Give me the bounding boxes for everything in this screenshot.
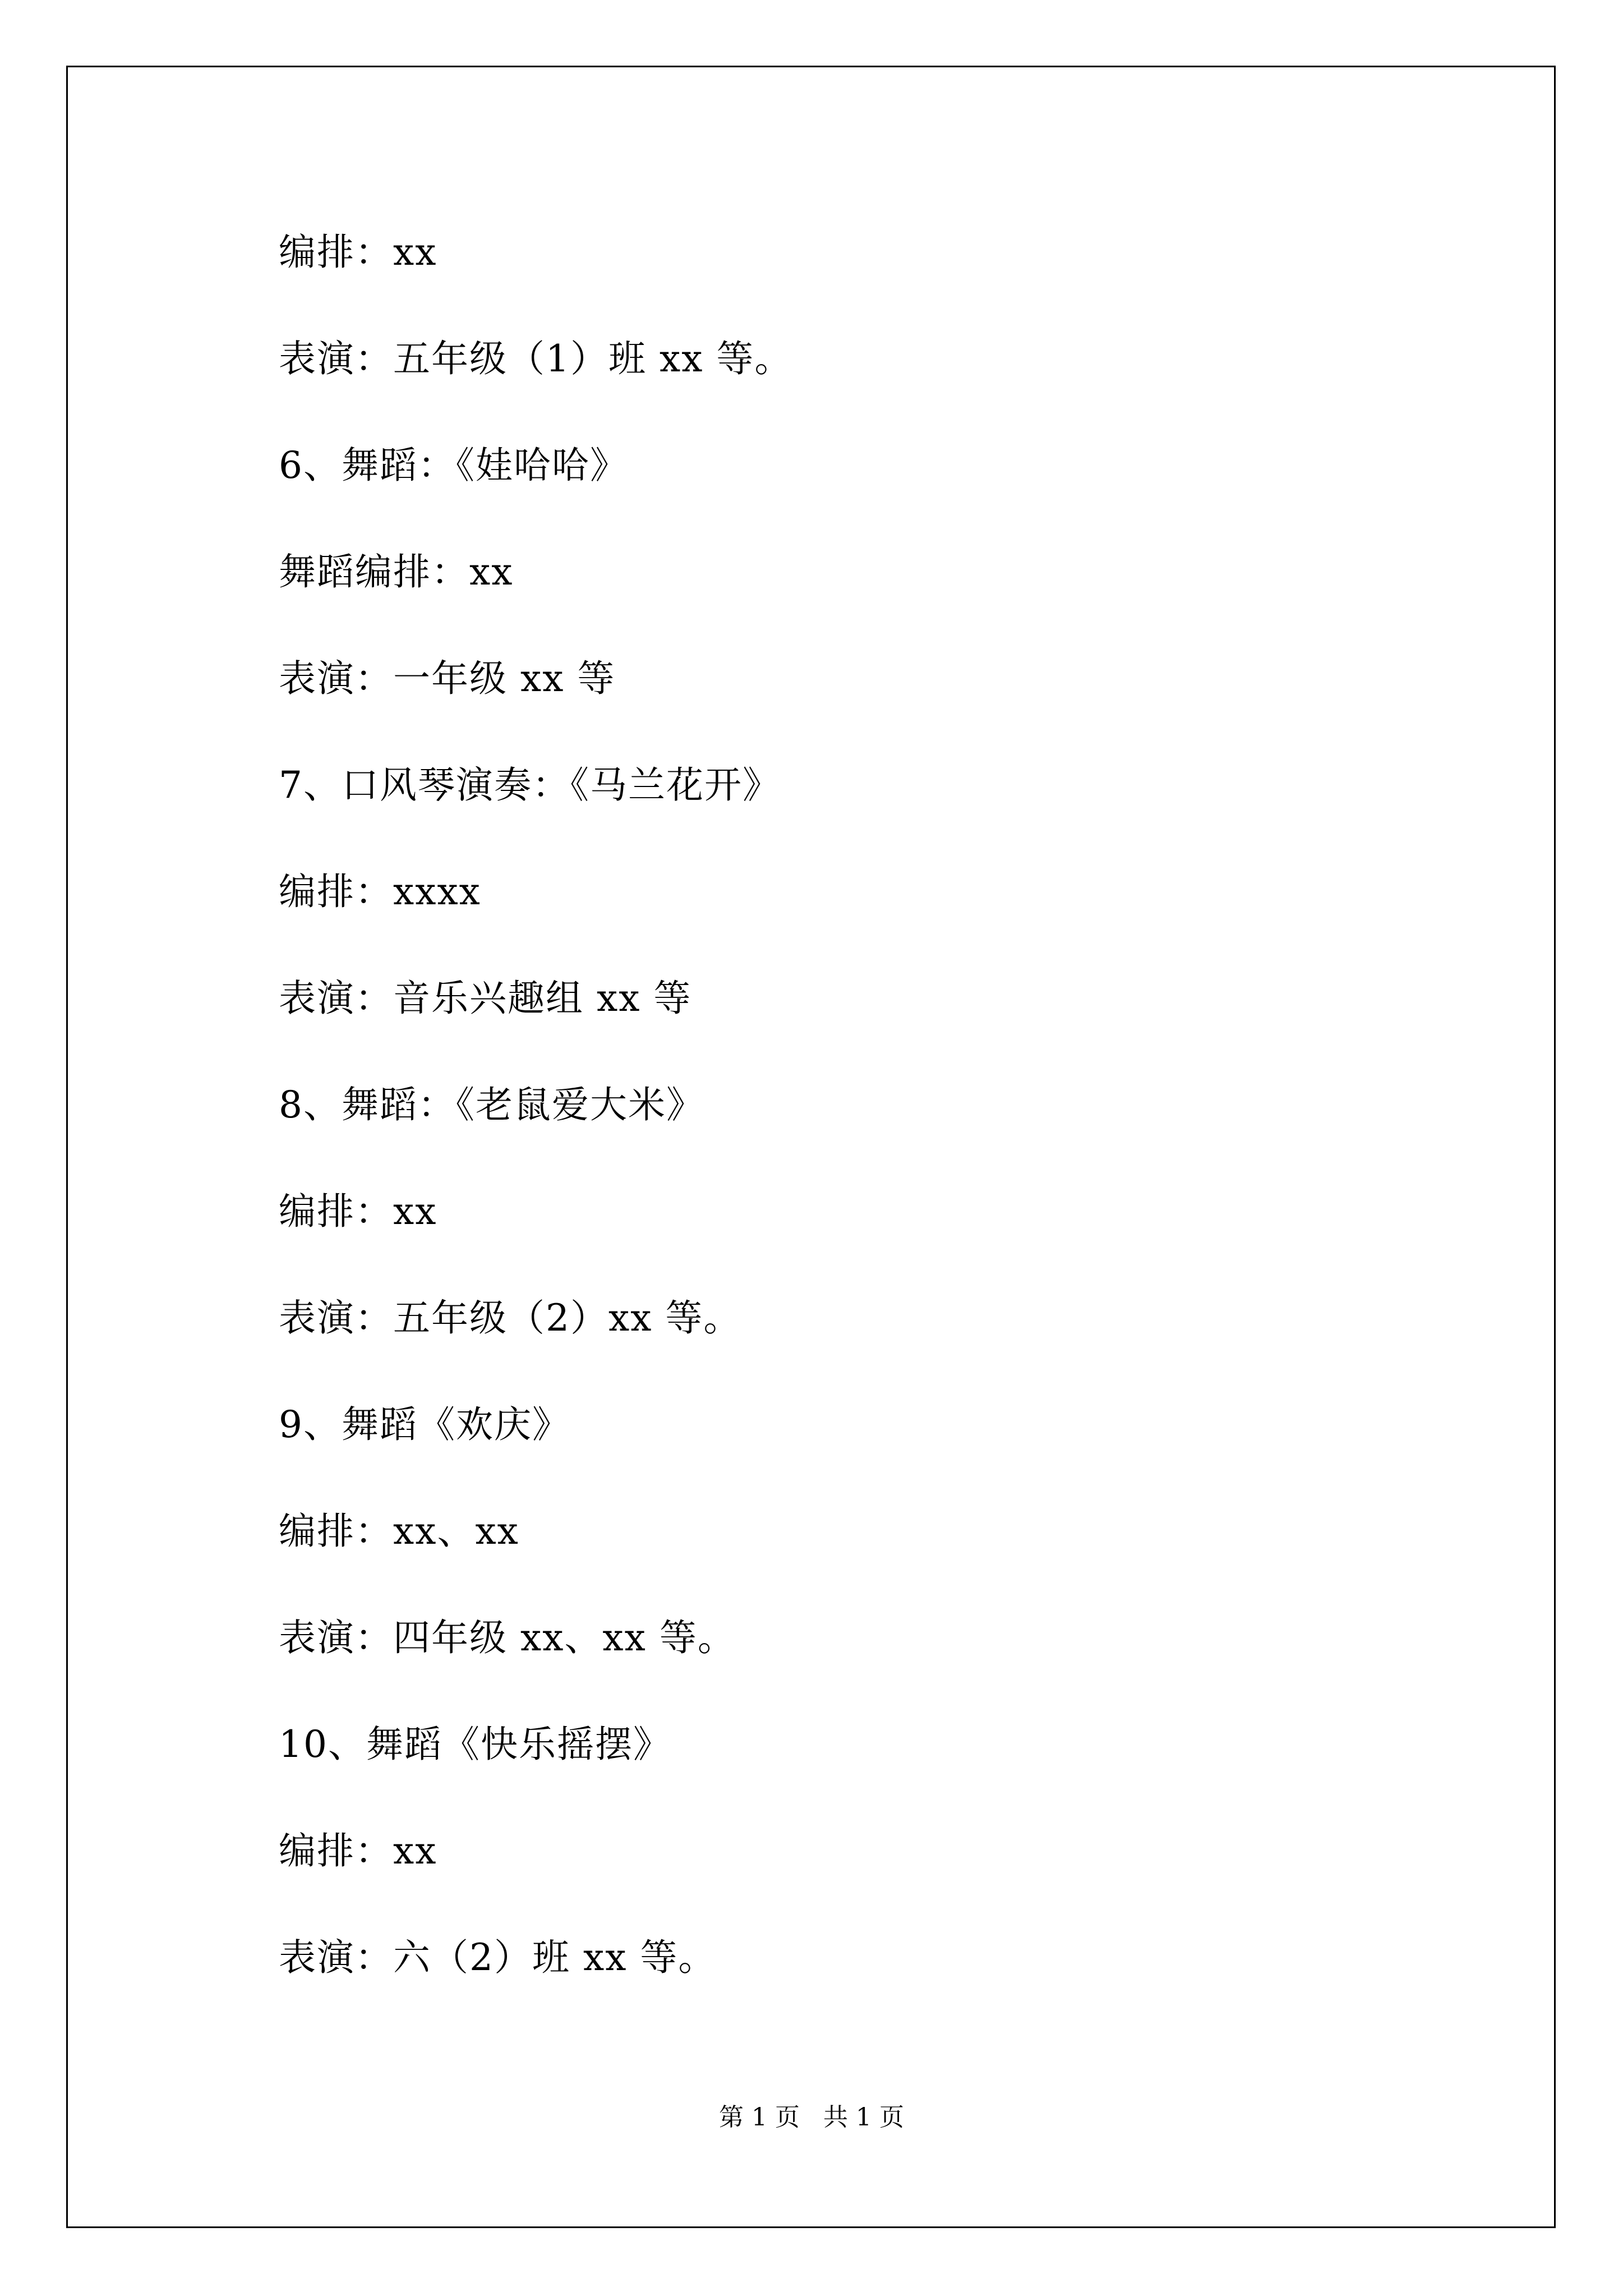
program-line: 编排：xx、xx	[279, 1510, 519, 1553]
program-line: 10、舞蹈《快乐摇摆》	[279, 1723, 671, 1766]
program-line: 编排：xx	[279, 1829, 437, 1872]
program-line: 表演：六（2）班 xx 等。	[279, 1936, 717, 1979]
program-line: 编排：xxxx	[279, 870, 481, 913]
program-line: 7、口风琴演奏：《马兰花开》	[279, 763, 781, 807]
program-line: 表演：五年级（2）xx 等。	[279, 1296, 742, 1340]
program-line: 表演：四年级 xx、xx 等。	[279, 1616, 736, 1659]
program-line: 9、舞蹈《欢庆》	[279, 1403, 570, 1446]
program-line: 8、舞蹈：《老鼠爱大米》	[279, 1083, 704, 1126]
program-line: 编排：xx	[279, 1190, 437, 1233]
program-line: 表演：音乐兴趣组 xx 等	[279, 977, 692, 1020]
program-line: 6、舞蹈：《娃哈哈》	[279, 444, 628, 487]
program-list	[279, 224, 792, 2036]
program-line: 表演：一年级 xx 等	[279, 657, 616, 700]
program-line: 表演：五年级（1）班 xx 等。	[279, 337, 793, 380]
program-line: 舞蹈编排：xx	[279, 550, 514, 593]
program-line: 编排：xx	[279, 231, 437, 274]
page-footer: 第 1 页 共 1 页	[719, 2103, 904, 2132]
